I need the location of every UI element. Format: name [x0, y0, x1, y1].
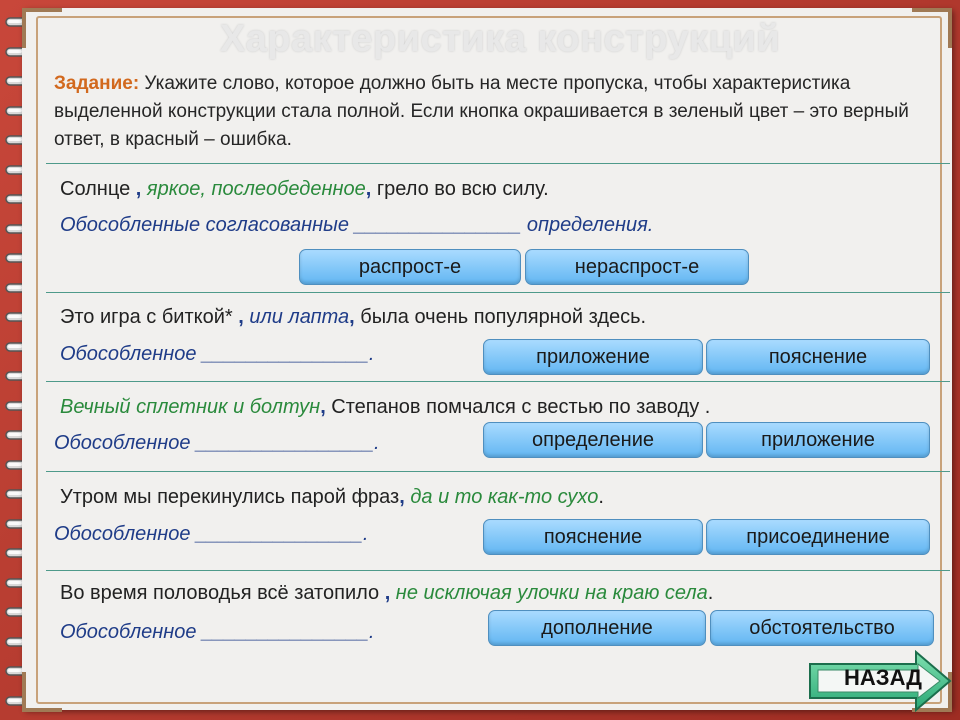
sentence-comma: , — [320, 396, 326, 418]
corner-decoration — [20, 668, 66, 714]
option-button-3a[interactable]: определение — [483, 422, 703, 458]
back-button[interactable]: НАЗАД — [844, 665, 922, 690]
highlighted-construction: или лапта — [243, 306, 350, 328]
answer-line-1: Обособленные согласованные _______________ определения. — [60, 214, 654, 236]
corner-decoration — [20, 6, 66, 52]
option-button-4b[interactable]: присоединение — [706, 519, 930, 555]
option-button-1a[interactable]: распрост-е — [299, 249, 521, 285]
answer-line-3: Обособленное ________________. — [54, 432, 380, 454]
sentence-3 — [60, 396, 710, 419]
sentence-5 — [60, 582, 713, 605]
sentence-comma: , — [399, 486, 405, 508]
highlighted-construction: яркое, послеобеденное — [141, 178, 366, 200]
sentence-text: Степанов помчался с вестью по заводу . — [325, 396, 711, 418]
sentence-text: Это игра с биткой* — [60, 306, 239, 328]
task-label: Задание: — [54, 73, 140, 94]
sentence-text: . — [707, 582, 714, 604]
sentence-text: Во время половодья всё затопило — [60, 582, 385, 604]
sentence-comma: , — [365, 178, 372, 200]
sentence-text: грело во всю силу. — [371, 178, 549, 200]
sentence-text: . — [598, 486, 604, 508]
sentence-text: была очень популярной здесь. — [354, 306, 647, 328]
highlighted-construction: да и то как-то сухо — [404, 486, 599, 508]
answer-line-2: Обособленное _______________. — [60, 343, 375, 365]
divider — [46, 292, 950, 293]
task-description — [54, 70, 944, 154]
sentence-comma: , — [384, 582, 391, 604]
divider — [46, 163, 950, 164]
page-title: Характеристика конструкций — [219, 18, 781, 60]
option-button-1b[interactable]: нераспрост-е — [525, 249, 749, 285]
highlighted-construction: не исключая улочки на краю села — [390, 582, 708, 604]
option-button-2b[interactable]: пояснение — [706, 339, 930, 375]
sentence-comma: , — [135, 178, 142, 200]
corner-decoration — [908, 6, 954, 52]
sentence-comma: , — [349, 306, 355, 328]
option-button-2a[interactable]: приложение — [483, 339, 703, 375]
sentence-1 — [60, 178, 549, 201]
option-button-4a[interactable]: пояснение — [483, 519, 703, 555]
option-button-3b[interactable]: приложение — [706, 422, 930, 458]
answer-line-5: Обособленное _______________. — [60, 621, 375, 643]
divider — [46, 471, 950, 472]
sentence-2 — [60, 306, 646, 329]
option-button-5b[interactable]: обстоятельство — [710, 610, 934, 646]
divider — [46, 570, 950, 571]
option-button-5a[interactable]: дополнение — [488, 610, 706, 646]
highlighted-construction: Вечный сплетник и болтун — [60, 396, 321, 418]
answer-line-4: Обособленное _______________. — [54, 523, 369, 545]
divider — [46, 381, 950, 382]
sentence-comma: , — [238, 306, 244, 328]
task-text: Укажите слово, которое должно быть на месте пропуска, чтобы характеристика выделенной конструкции стала полной. Если кнопка окрашивается в зеленый цвет – это верный ответ, в красный – ошибка. — [54, 73, 909, 150]
sentence-text: Солнце — [60, 178, 136, 200]
sentence-text: Утром мы перекинулись парой фраз — [60, 486, 400, 508]
sentence-4 — [60, 486, 604, 509]
